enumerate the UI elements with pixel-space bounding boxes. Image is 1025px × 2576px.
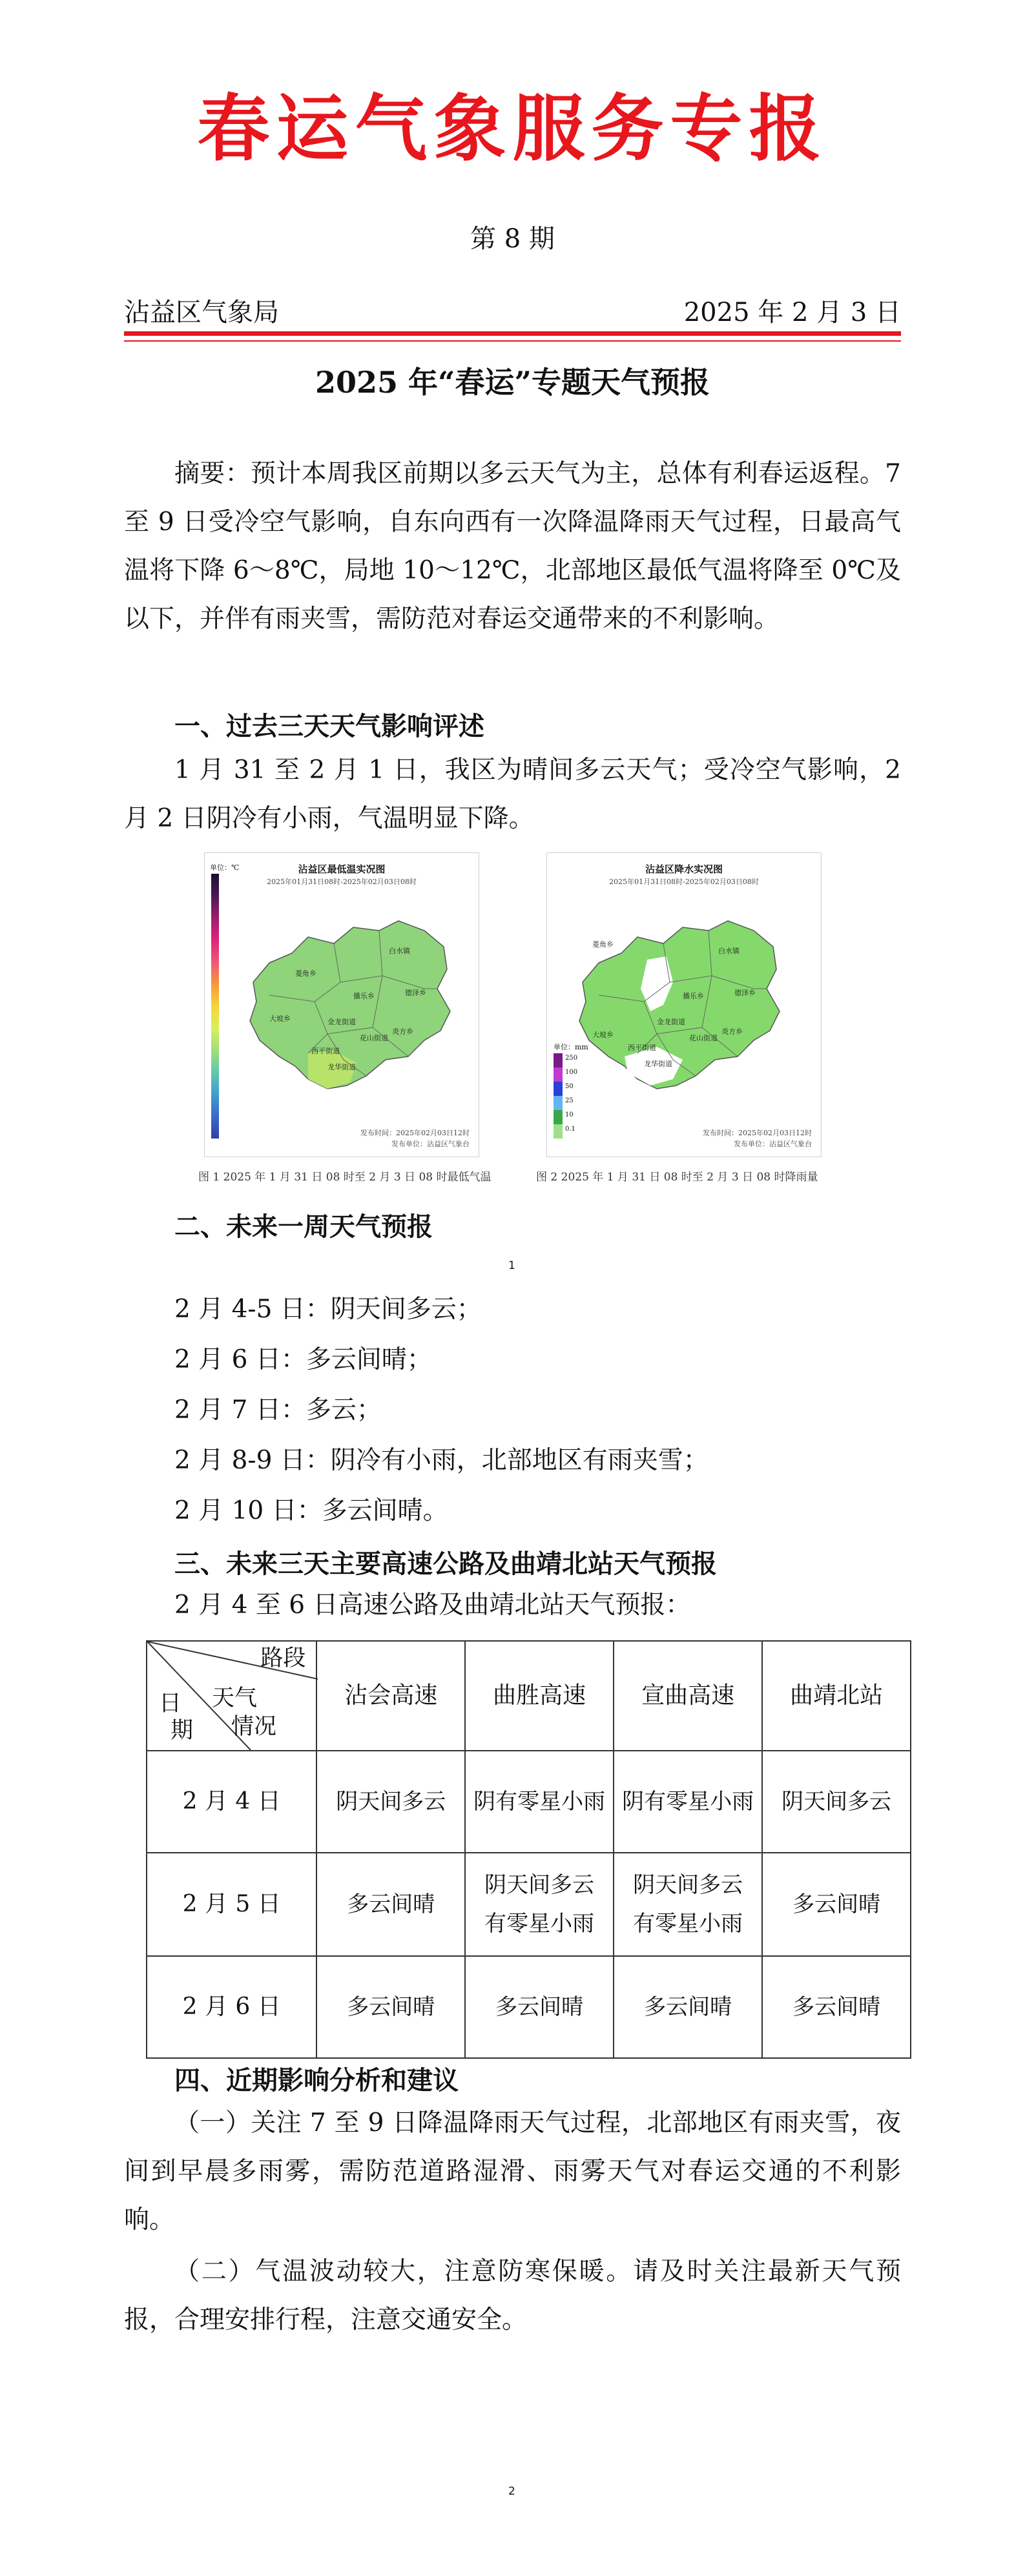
advice-paragraph-2: （二）气温波动较大，注意防寒保暖。请及时关注最新天气预报，合理安排行程，注意交通安全。 (124, 2257, 901, 2334)
header-thick-rule (124, 331, 901, 336)
figure-2-label-longhua: 龙华街道 (644, 1060, 672, 1068)
figure-2-title: 沾益区降水实况图 (645, 863, 723, 875)
legend-swatch-25 (554, 1096, 563, 1110)
table-corner-cell (147, 1641, 316, 1751)
section-2-heading: 二、未来一周天气预报 (174, 1211, 433, 1242)
legend-swatch-10 (554, 1110, 563, 1124)
forecast-item-4: 2 月 8-9 日：阴冷有小雨，北部地区有雨夹雪； (174, 1446, 709, 1475)
corner-label-condition: 情况 (231, 1714, 277, 1740)
figure-2-label-yanfang: 炎方乡 (721, 1027, 743, 1036)
figure-1-title: 沾益区最低温实况图 (298, 863, 386, 875)
issue-date: 2025 年 2 月 3 日 (683, 298, 901, 327)
table-cell: 阴有零星小雨 (614, 1751, 762, 1853)
figure-2-footer-time: 发布时间：2025年02月03日12时 (703, 1129, 812, 1137)
figure-2-footer-unit: 发布单位：沾益区气象台 (734, 1140, 812, 1148)
legend-value-0-1: 0.1 (565, 1126, 575, 1133)
figure-1-caption: 图 1 2025 年 1 月 31 日 08 时至 2 月 3 日 08 时最低气温 (198, 1171, 492, 1184)
corner-label-weather: 天气 (212, 1685, 258, 1711)
table-cell: 阴天间多云有零星小雨 (465, 1853, 614, 1956)
legend-value-50: 50 (565, 1083, 574, 1090)
abstract-paragraph: 摘要：预计本周我区前期以多云天气为主，总体有利春运返程。7 至 9 日受冷空气影响，自东向西有一次降温降雨天气过程，日最高气温将下降 6～8℃，局地 10～12℃，北部地区最低气温将降至 0℃及以下，并伴有雨夹雪，需防范对春运交通带来的不利影响。 (124, 459, 901, 634)
figure-1-label-lingjiao: 菱角乡 (295, 969, 316, 978)
figure-1-label-baishui: 白水镇 (389, 947, 410, 955)
corner-label-date-1: 日 (159, 1691, 182, 1716)
figure-2-legend-unit: 单位：mm (554, 1043, 588, 1051)
table-header-row (147, 1641, 911, 1751)
column-header-qujing-north: 曲靖北站 (762, 1641, 911, 1751)
figure-1-label-deze: 德泽乡 (405, 989, 426, 997)
table-cell: 阴天间多云有零星小雨 (614, 1853, 762, 1956)
legend-value-25: 25 (565, 1097, 574, 1104)
figure-2-label-bole: 播乐乡 (683, 992, 704, 1000)
legend-value-250: 250 (565, 1055, 578, 1062)
page-number-1: 1 (508, 1259, 515, 1272)
advice-paragraph-1: （一）关注 7 至 9 日降温降雨天气过程，北部地区有雨夹雪，夜间到早晨多雨雾，需防范道路湿滑、雨雾天气对春运交通的不利影响。 (124, 2108, 901, 2234)
section-1-text: 1 月 31 至 2 月 1 日，我区为晴间多云天气；受冷空气影响，2 月 2 日阴冷有小雨，气温明显下降。 (124, 756, 901, 833)
figure-2-map (560, 892, 812, 1124)
figure-1-footer-unit: 发布单位：沾益区气象台 (391, 1140, 470, 1148)
highway-forecast-table (146, 1640, 911, 2059)
figure-2-label-deze: 德泽乡 (734, 989, 756, 997)
figure-1-color-legend (211, 874, 219, 1139)
figure-1-label-dapo: 大坡乡 (269, 1015, 291, 1023)
table-cell: 多云间晴 (316, 1956, 465, 2058)
page-number-2: 2 (508, 2485, 515, 2498)
legend-value-100: 100 (565, 1069, 578, 1076)
figure-2-label-baishui: 白水镇 (718, 947, 740, 955)
column-header-xuanqu: 宣曲高速 (614, 1641, 762, 1751)
section-3-heading: 三、未来三天主要高速公路及曲靖北站天气预报 (174, 1549, 717, 1579)
figure-1-label-huashan: 花山街道 (360, 1034, 388, 1042)
figure-2-subtitle: 2025年01月31日08时-2025年02月03日08时 (609, 878, 759, 886)
section-4-heading: 四、近期影响分析和建议 (174, 2065, 459, 2096)
document-subtitle: 2025 年“春运”专题天气预报 (315, 365, 710, 400)
figure-1-label-jinlong: 金龙街道 (327, 1018, 356, 1026)
figure-1-subtitle: 2025年01月31日08时-2025年02月03日08时 (267, 878, 417, 886)
forecast-item-2: 2 月 6 日：多云间晴； (174, 1345, 432, 1374)
table-cell: 多云间晴 (316, 1853, 465, 1956)
legend-swatch-100 (554, 1067, 563, 1082)
figure-1-footer-time: 发布时间：2025年02月03日12时 (360, 1129, 470, 1137)
header-thin-rule (124, 340, 901, 342)
report-masthead: 春运气象服务专报 (197, 87, 828, 171)
table-row (147, 1956, 911, 2058)
table-cell: 阴有零星小雨 (465, 1751, 614, 1853)
forecast-item-3: 2 月 7 日：多云； (174, 1396, 382, 1425)
figure-1-label-xiping: 西平街道 (311, 1047, 340, 1055)
legend-swatch-250 (554, 1053, 563, 1067)
forecast-item-1: 2 月 4-5 日：阴天间多云； (174, 1295, 482, 1324)
table-row (147, 1853, 911, 1956)
table-cell: 多云间晴 (762, 1853, 911, 1956)
figure-1-label-yanfang: 炎方乡 (392, 1027, 413, 1036)
issue-number: 第 8 期 (470, 224, 555, 254)
figure-1-map (231, 892, 476, 1124)
figure-2-label-lingjiao: 菱角乡 (592, 940, 614, 949)
figure-2-caption: 图 2 2025 年 1 月 31 日 08 时至 2 月 3 日 08 时降雨量 (536, 1171, 818, 1184)
figure-2-label-dapo: 大坡乡 (592, 1031, 614, 1039)
figure-2-label-huashan: 花山街道 (689, 1034, 718, 1042)
figure-1-legend-unit: 单位：℃ (210, 863, 240, 872)
corner-label-road: 路段 (260, 1645, 306, 1671)
figure-2-label-xiping: 西平街道 (628, 1044, 656, 1052)
forecast-item-5: 2 月 10 日：多云间晴。 (174, 1496, 448, 1525)
table-cell: 阴天间多云 (762, 1751, 911, 1853)
legend-value-10: 10 (565, 1111, 574, 1118)
issuer: 沾益区气象局 (124, 298, 279, 327)
column-header-qusheng: 曲胜高速 (465, 1641, 614, 1751)
section-1-heading: 一、过去三天天气影响评述 (174, 711, 484, 741)
figure-precipitation-map (546, 852, 822, 1157)
corner-label-date-2: 期 (171, 1718, 194, 1744)
table-cell: 多云间晴 (762, 1956, 911, 2058)
section-3-intro: 2 月 4 至 6 日高速公路及曲靖北站天气预报： (174, 1591, 691, 1620)
column-header-zhanhui: 沾会高速 (316, 1641, 465, 1751)
figure-1-label-longhua: 龙华街道 (327, 1063, 356, 1071)
figure-min-temperature-map (204, 852, 479, 1157)
figure-1-label-bole: 播乐乡 (353, 992, 375, 1000)
table-row (147, 1751, 911, 1853)
table-cell: 阴天间多云 (316, 1751, 465, 1853)
legend-swatch-0-1 (554, 1124, 563, 1139)
legend-swatch-50 (554, 1082, 563, 1096)
table-cell: 多云间晴 (614, 1956, 762, 2058)
table-cell: 多云间晴 (465, 1956, 614, 2058)
figure-2-label-jinlong: 金龙街道 (657, 1018, 685, 1026)
row-date: 2 月 4 日 (147, 1751, 316, 1853)
row-date: 2 月 6 日 (147, 1956, 316, 2058)
row-date: 2 月 5 日 (147, 1853, 316, 1956)
